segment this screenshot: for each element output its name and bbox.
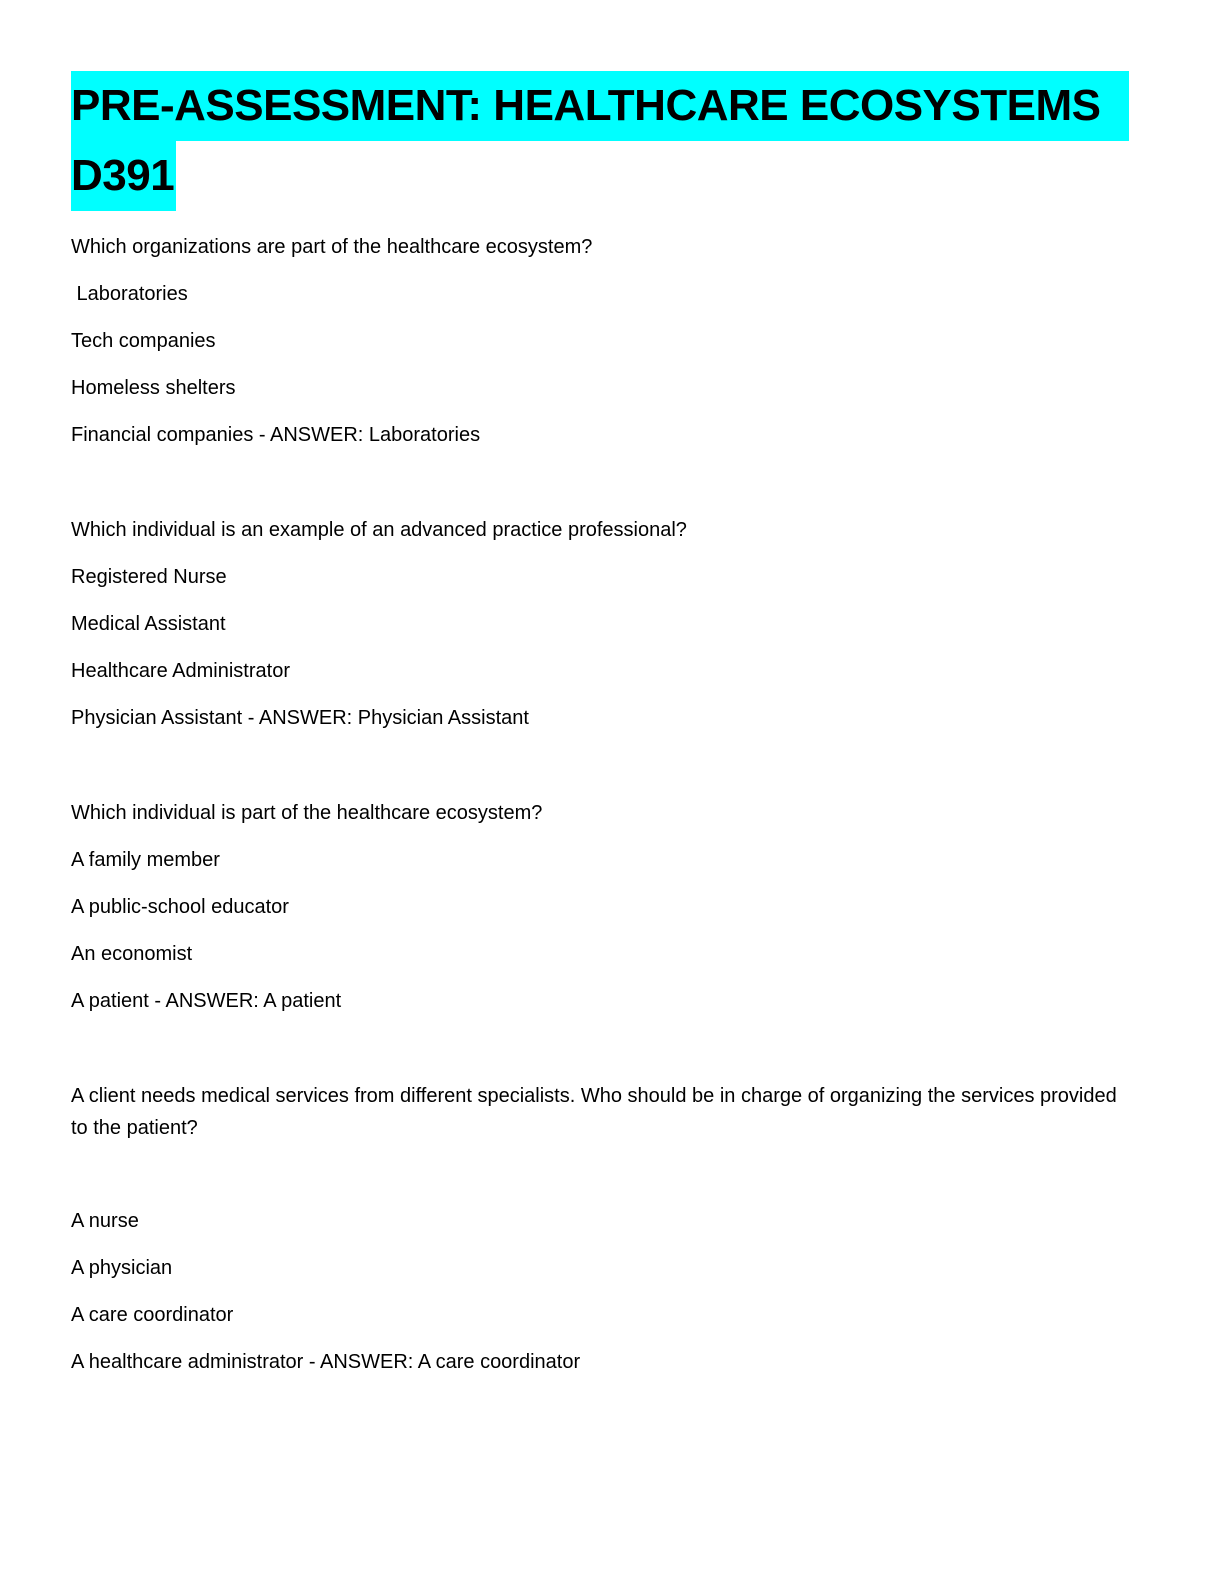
question-1-text: Which organizations are part of the healthcare ecosystem? <box>71 236 593 258</box>
question-3-option-1: A family member <box>71 849 220 871</box>
question-4-text: A client needs medical services from different specialists. Who should be in charge of organizing the services provided to the patient? <box>71 1085 1117 1139</box>
question-4-option-3: A care coordinator <box>71 1304 234 1326</box>
title-line-1: PRE-ASSESSMENT: HEALTHCARE ECOSYSTEMS <box>71 71 1129 141</box>
question-2-option-1: Registered Nurse <box>71 566 227 588</box>
question-3-option-3: An economist <box>71 943 193 965</box>
question-3-option-4-answer: A patient - ANSWER: A patient <box>71 990 342 1012</box>
question-1-option-3: Homeless shelters <box>71 377 236 399</box>
question-4-option-2: A physician <box>71 1257 173 1279</box>
question-3-option-2: A public-school educator <box>71 896 289 918</box>
question-2-option-4-answer: Physician Assistant - ANSWER: Physician Assistant <box>71 707 529 729</box>
question-1-option-4-answer: Financial companies - ANSWER: Laboratories <box>71 424 481 446</box>
question-3-text: Which individual is part of the healthcare ecosystem? <box>71 802 543 824</box>
question-2-text: Which individual is an example of an advanced practice professional? <box>71 519 687 541</box>
title-line-2: D391 <box>71 141 176 211</box>
document-title <box>71 71 1151 211</box>
question-1-option-2: Tech companies <box>71 330 216 352</box>
question-2-option-3: Healthcare Administrator <box>71 660 290 682</box>
question-4-option-1: A nurse <box>71 1210 139 1232</box>
question-1-option-1: Laboratories <box>71 283 188 305</box>
question-2-option-2: Medical Assistant <box>71 613 226 635</box>
question-4-option-4-answer: A healthcare administrator - ANSWER: A care coordinator <box>71 1351 581 1373</box>
